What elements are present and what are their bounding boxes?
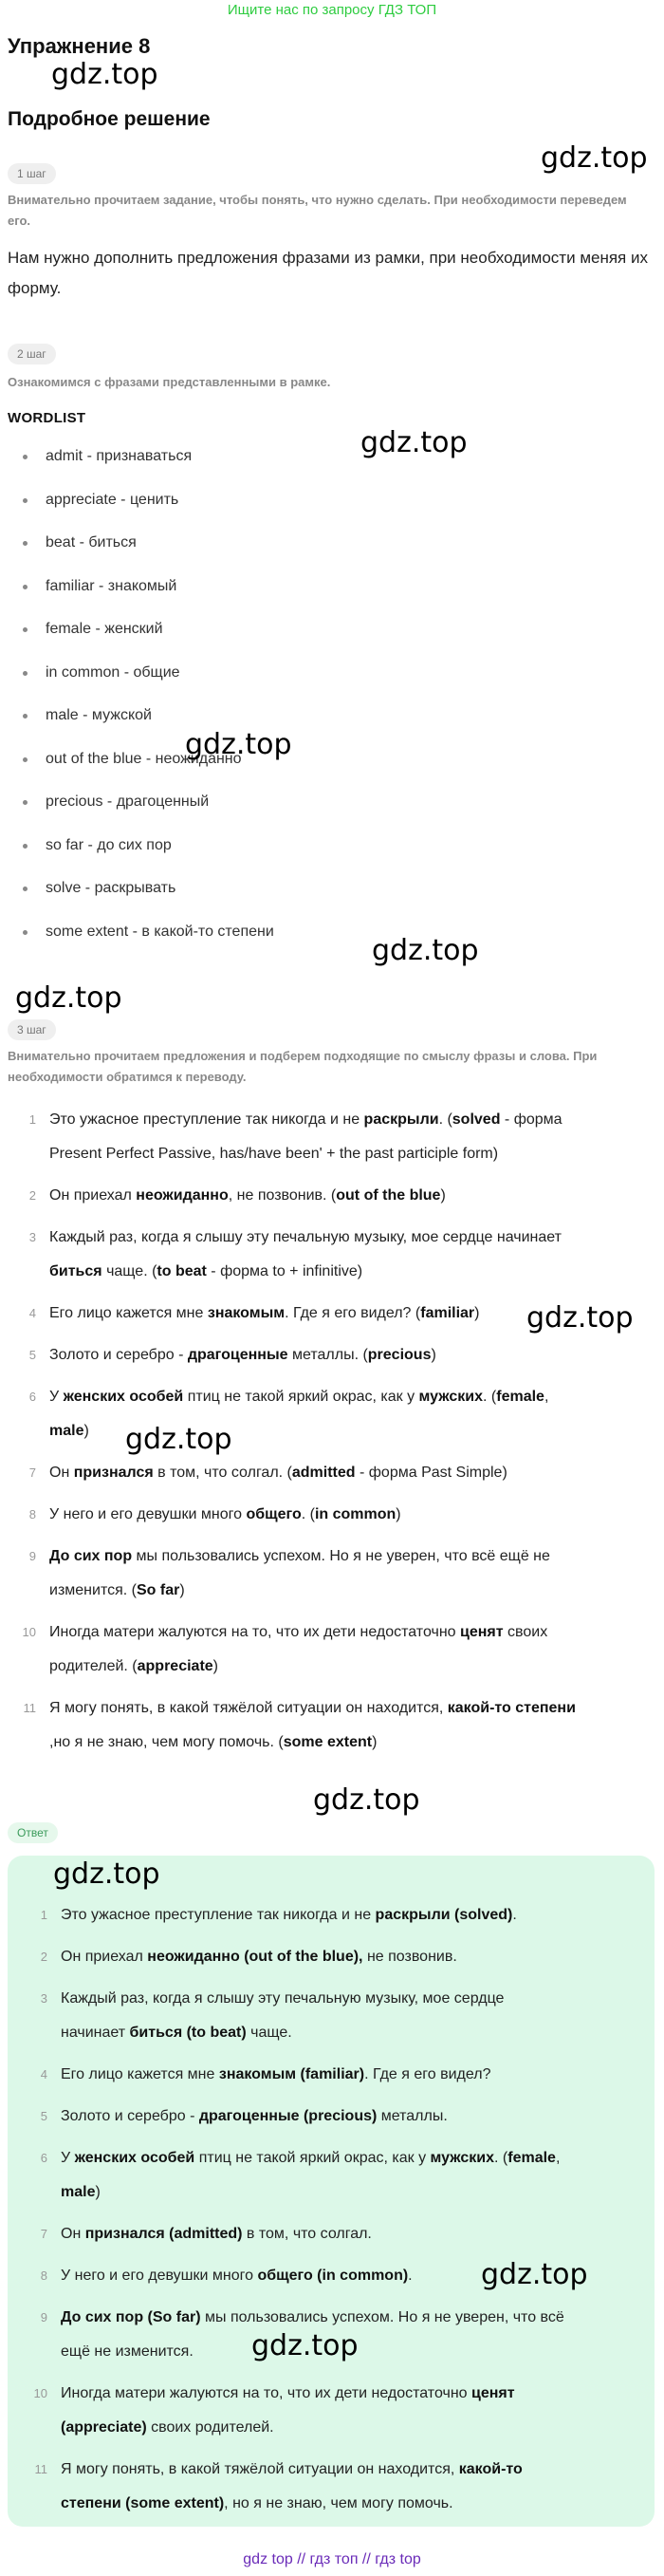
item-text: ,но я не знаю, чем могу помочь. (some extent) (49, 1734, 378, 1750)
wordlist-item: beat - биться (0, 531, 569, 574)
item-text: Каждый раз, когда я слышу эту печальную музыку, мое сердце начинает (49, 1229, 562, 1245)
item-text: До сих пор мы пользовались успехом. Но я не уверен, что всё ещё не (49, 1548, 550, 1564)
item-number: 4 (28, 1306, 36, 1320)
item-text: У него и его девушки много общего. (in common) (49, 1506, 401, 1522)
wordlist-item: female - женский (0, 617, 569, 661)
watermark: gdz.top (372, 934, 479, 967)
item-number: 7 (40, 2227, 47, 2241)
wordlist-item: appreciate - ценить (0, 488, 569, 532)
watermark: gdz.top (541, 141, 648, 175)
watermark: gdz.top (51, 58, 158, 91)
wordlist-item: out of the blue - неожиданно (0, 747, 569, 791)
item-number: 5 (28, 1348, 36, 1362)
item-number: 3 (40, 1991, 47, 2006)
item-text: Золото и серебро - драгоценные металлы. (precious) (49, 1347, 436, 1363)
item-number: 4 (40, 2067, 47, 2081)
wordlist-item: in common - общие (0, 661, 569, 704)
item-text: У него и его девушки много общего (in common). (61, 2268, 413, 2284)
item-text: Каждый раз, когда я слышу эту печальную музыку, мое сердце (61, 1990, 505, 2007)
item-number: 2 (28, 1188, 36, 1203)
wordlist-item: so far - до сих пор (0, 833, 569, 877)
item-text: степени (some extent), но я не знаю, чем могу помочь. (61, 2495, 453, 2511)
item-number: 5 (40, 2109, 47, 2123)
item-text: биться чаще. (to beat - форма to + infinitive) (49, 1263, 363, 1279)
item-number: 8 (28, 1507, 36, 1521)
item-text: Я могу понять, в какой тяжёлой ситуации он находится, какой-то (61, 2461, 523, 2477)
item-text: Present Perfect Passive, has/have been' + the past participle form) (49, 1146, 499, 1162)
item-number: 11 (23, 1701, 36, 1715)
item-text: Его лицо кажется мне знакомым (familiar). Где я его видел? (61, 2066, 491, 2082)
item-text: До сих пор (So far) мы пользовались успехом. Но я не уверен, что всё (61, 2309, 564, 2325)
item-text: ещё не изменится. (61, 2343, 194, 2360)
item-number: 11 (34, 2462, 47, 2476)
item-text: (appreciate) своих родителей. (61, 2419, 274, 2436)
step-note: Внимательно прочитаем задание, чтобы понять, что нужно сделать. При необходимости переведем его. (8, 193, 627, 228)
wordlist-item: admit - признаваться (0, 444, 569, 488)
item-text: Иногда матери жалуются на то, что их дети недостаточно ценят (61, 2385, 515, 2401)
item-number: 9 (40, 2310, 47, 2324)
answer-badge: Ответ (8, 1822, 58, 1843)
watermark: gdz.top (481, 2258, 588, 2291)
wordlist-title: WORDLIST (8, 410, 86, 426)
item-text: Это ужасное преступление так никогда и не раскрыли. (solved - форма (49, 1111, 563, 1128)
item-text: Он приехал неожиданно (out of the blue), не позвонив. (61, 1949, 457, 1965)
item-number: 7 (28, 1465, 36, 1480)
item-number: 1 (28, 1112, 36, 1127)
wordlist-item: familiar - знакомый (0, 574, 569, 618)
item-text: изменится. (So far) (49, 1582, 185, 1598)
solution-list (9, 1103, 655, 1786)
step-badge: 1 шаг (8, 163, 56, 184)
item-text: male) (49, 1423, 89, 1439)
item-number: 10 (22, 1625, 36, 1639)
section-title: Подробное решение (8, 108, 211, 130)
item-number: 9 (28, 1549, 36, 1563)
item-text: У женских особей птиц не такой яркий окрас, как у мужских. (female, (49, 1389, 549, 1405)
item-text: родителей. (appreciate) (49, 1658, 218, 1674)
watermark: gdz.top (15, 981, 122, 1015)
step-note: Внимательно прочитаем предложения и подберем подходящие по смыслу фразы и слова. При необходимости обратимся к переводу. (8, 1049, 598, 1084)
wordlist-item: solve - раскрывать (0, 876, 569, 920)
watermark: gdz.top (313, 1783, 420, 1817)
watermark: gdz.top (360, 426, 468, 459)
item-text: Я могу понять, в какой тяжёлой ситуации он находится, какой-то степени (49, 1700, 576, 1716)
item-number: 8 (40, 2268, 47, 2283)
item-text: male) (61, 2184, 101, 2200)
item-number: 10 (33, 2386, 47, 2400)
watermark: gdz.top (185, 728, 292, 761)
item-text: Иногда матери жалуются на то, что их дети недостаточно ценят своих (49, 1624, 548, 1640)
wordlist-item: precious - драгоценный (0, 790, 569, 833)
item-number: 6 (40, 2151, 47, 2165)
item-text: начинает биться (to beat) чаще. (61, 2025, 292, 2041)
wordlist-item: some extent - в какой-то степени (0, 920, 569, 963)
item-text: Золото и серебро - драгоценные (precious) металлы. (61, 2108, 448, 2124)
wordlist-item: male - мужской (0, 703, 569, 747)
step-text: Нам нужно дополнить предложения фразами из рамки, при необходимости меняя их форму. (8, 249, 648, 297)
step-note: Ознакомимся с фразами представленными в рамке. (8, 375, 331, 389)
watermark: gdz.top (251, 2329, 359, 2362)
item-number: 2 (40, 1950, 47, 1964)
item-text: Это ужасное преступление так никогда и не раскрыли (solved). (61, 1907, 517, 1923)
step-badge: 2 шаг (8, 344, 56, 364)
item-number: 1 (40, 1908, 47, 1922)
watermark: gdz.top (125, 1423, 232, 1456)
item-text: Он приехал неожиданно, не позвонив. (out of the blue) (49, 1187, 446, 1204)
item-number: 3 (28, 1230, 36, 1244)
watermark: gdz.top (526, 1301, 634, 1335)
item-text: Его лицо кажется мне знакомым. Где я его видел? (familiar) (49, 1305, 480, 1321)
page-title: Упражнение 8 (8, 34, 151, 58)
search-banner: Ищите нас по запросу ГДЗ ТОП (227, 2, 437, 18)
item-text: Он признался в том, что солгал. (admitted - форма Past Simple) (49, 1465, 507, 1481)
item-text: У женских особей птиц не такой яркий окрас, как у мужских. (female, (61, 2150, 561, 2166)
watermark: gdz.top (53, 1857, 160, 1891)
answer-list (21, 1898, 647, 2515)
item-text: Он признался (admitted) в том, что солгал. (61, 2226, 372, 2242)
footer-links[interactable]: gdz top // гдз топ // гдз top (243, 2551, 421, 2567)
wordlist (0, 444, 569, 962)
item-number: 6 (28, 1390, 36, 1404)
step-badge: 3 шаг (8, 1019, 56, 1040)
